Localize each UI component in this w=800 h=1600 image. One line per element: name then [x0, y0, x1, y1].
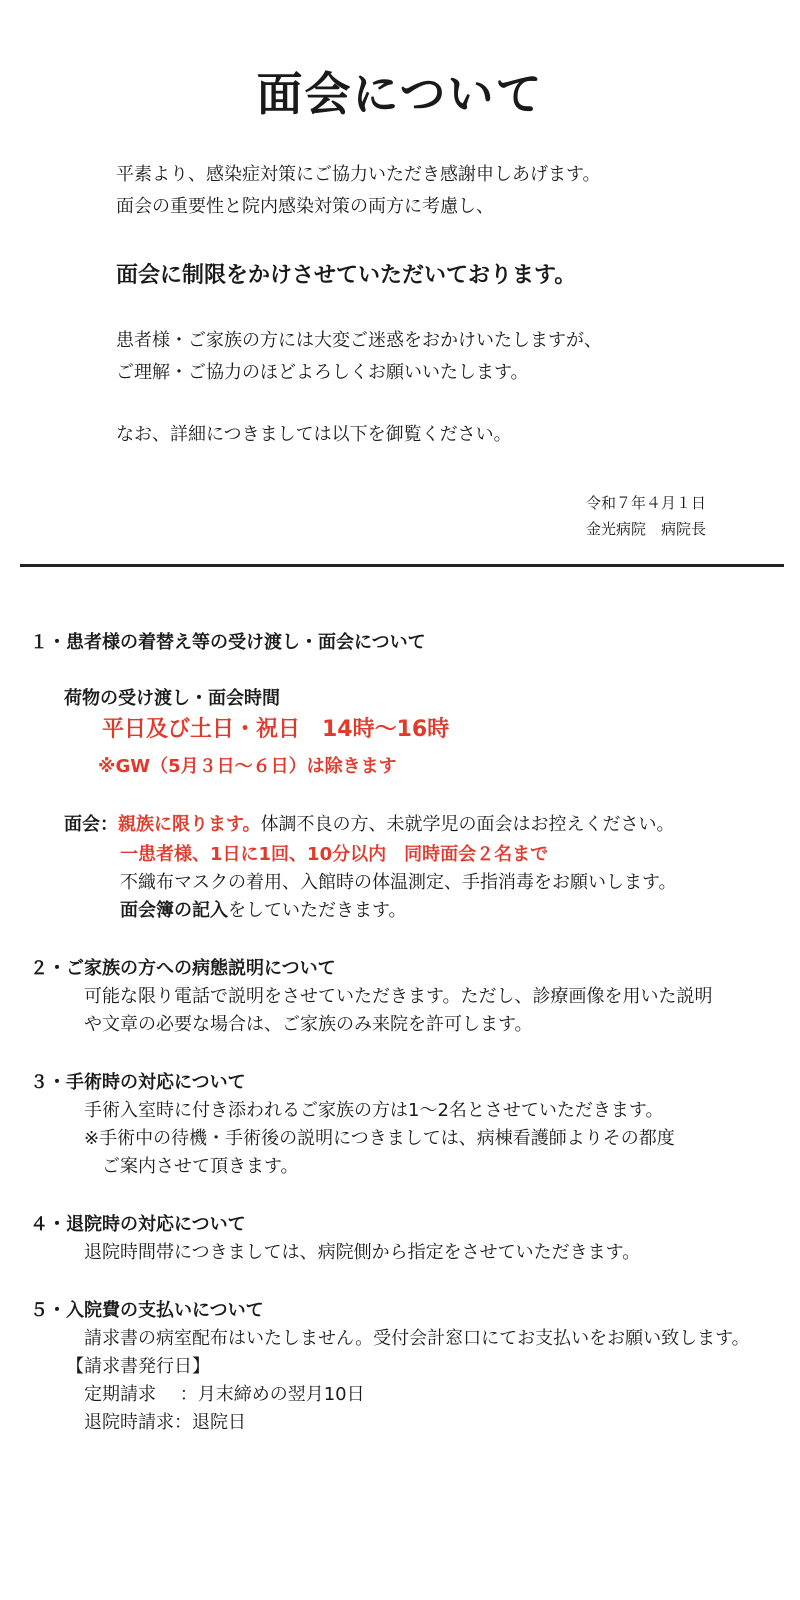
section-2-heading: ２・ご家族の方への病態説明について: [30, 958, 336, 979]
section-2-line-2: や文章の必要な場合は、ご家族のみ来院を許可します。: [84, 1014, 533, 1035]
visit-rest-text: 体調不良の方、未就学児の面会はお控えください。: [260, 814, 675, 835]
visit-label: 面会：: [64, 814, 118, 835]
section-4-heading: ４・退院時の対応について: [30, 1214, 246, 1235]
section-1-heading: １・患者様の着替え等の受け渡し・面会について: [30, 632, 426, 653]
visit-book-line: [120, 896, 407, 922]
section-4-line-1: 退院時間帯につきましては、病院側から指定をさせていただきます。: [84, 1242, 641, 1263]
section-3-line-3: ご案内させて頂きます。: [102, 1156, 299, 1177]
intro-line-4: ご理解・ご協力のほどよろしくお願いいたします。: [116, 362, 529, 383]
discharge-billing: 退院時請求：退院日: [84, 1412, 246, 1433]
page-title: 面会について: [256, 67, 544, 121]
visit-mask-rule: 不織布マスクの着用、入館時の体温測定、手指消毒をお願いします。: [120, 872, 677, 893]
visit-relatives-only: 親族に限ります。: [118, 814, 261, 835]
intro-line-3: 患者様・ご家族の方には大変ご迷惑をおかけいたしますが、: [116, 330, 602, 351]
regular-billing: 定期請求 ：月末締めの翌月10日: [84, 1384, 365, 1405]
intro-emphasis: 面会に制限をかけさせていただいております。: [116, 263, 577, 288]
visit-limit-rule: 一患者様、1日に1回、10分以内 同時面会２名まで: [120, 844, 549, 865]
section-3-heading: ３・手術時の対応について: [30, 1072, 246, 1093]
visit-book-bold: 面会簿の記入: [120, 900, 228, 921]
gw-note: ※GW（5月３日〜６日）は除きます: [98, 756, 397, 777]
section-5-heading: ５・入院費の支払いについて: [30, 1300, 264, 1321]
signature-author: 金光病院 病院長: [585, 520, 706, 538]
visit-rule-line: [64, 810, 675, 836]
invoice-issue-label: 【請求書発行日】: [66, 1356, 210, 1377]
section-2-line-1: 可能な限り電話で説明をさせていただきます。ただし、診療画像を用いた説明: [84, 986, 713, 1007]
intro-line-5: なお、詳細につきましては以下を御覧ください。: [116, 424, 512, 445]
section-1-subheading: 荷物の受け渡し・面会時間: [64, 688, 280, 709]
visiting-hours: 平日及び土日・祝日 14時〜16時: [102, 717, 450, 742]
visit-book-rest: をしていただきます。: [228, 900, 407, 921]
section-3-line-1: 手術入室時に付き添われるご家族の方は1〜2名とさせていただきます。: [84, 1100, 664, 1121]
intro-line-1: 平素より、感染症対策にご協力いただき感謝申しあげます。: [116, 164, 601, 185]
section-divider: [20, 564, 784, 567]
intro-line-2: 面会の重要性と院内感染対策の両方に考慮し、: [116, 196, 494, 217]
signature-date: 令和７年４月１日: [585, 494, 706, 512]
section-5-line-1: 請求書の病室配布はいたしません。受付会計窓口にてお支払いをお願い致します。: [84, 1328, 750, 1349]
section-3-line-2: ※手術中の待機・手術後の説明につきましては、病棟看護師よりその都度: [84, 1128, 675, 1149]
